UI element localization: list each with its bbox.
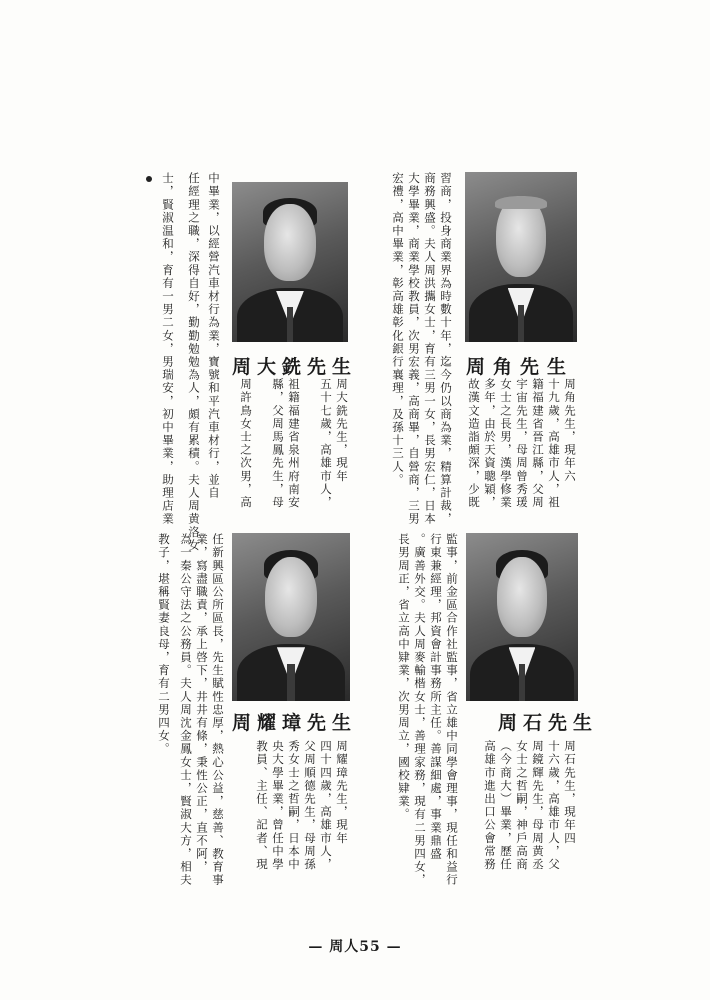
text-col: 十六歲，高雄市人，父 — [547, 740, 561, 871]
text-col: 行東兼經理，邦資會計事務所主任。善謀細處，事業鼎盛 — [429, 533, 443, 861]
text-col: 周石先生，現年四 — [563, 740, 577, 845]
text-col: 周許鳥女士之次男，高 — [239, 378, 253, 509]
text-col: 女士之哲嗣，神戶高商 — [515, 740, 529, 871]
text-col: 五十七歲，高雄市人， — [319, 378, 333, 509]
text-col: 。廣善外交。夫人周麥輸楷女士，善理家務，現有二男四女， — [413, 533, 427, 887]
portrait-photo-zhou-jiao — [465, 172, 577, 342]
text-col: 宇宙先生，母周曾秀瑗 — [515, 378, 529, 509]
text-col: 十九歲，高雄市人，祖 — [547, 378, 561, 509]
text-col: 多年，由於天資聰穎， — [483, 378, 497, 509]
text-col: 秀女士之哲嗣，日本中 — [287, 740, 301, 871]
text-col: 長男周正，省立高中肄業，次男周立，國校肄業。 — [397, 533, 411, 822]
text-col: 監事，前金區合作社監事，省立雄中同學會理事，現任和益行 — [445, 533, 459, 887]
text-col: 大學畢業，商業學校教員，次男宏義，高商畢，自營商，三男 — [407, 172, 421, 526]
text-col: （今商大）畢業，歷任 — [499, 740, 513, 871]
text-col: 任新興區公所區長，先生賦性忠厚，熱心公益，慈善、教育事 — [211, 533, 225, 887]
portrait-photo-zhou-dashu — [232, 182, 348, 342]
page-number-footer: — 周人55 — — [308, 939, 402, 955]
portrait-photo-zhou-yaozhang — [232, 533, 350, 701]
text-col: 女士之長男，漢學修業 — [499, 378, 513, 509]
ink-dot — [146, 176, 152, 182]
text-col: 四十四歲，高雄市人， — [319, 740, 333, 871]
heading-name-zhou-jiao: 周角先生 — [466, 356, 575, 378]
text-col: 為一秦公守法之公務員。夫人周沈金鳳女士，賢淑大方，相夫 — [179, 533, 193, 887]
text-col: 業，寫盡職責，承上啓下，井井有條，秉性公正，直不阿， — [195, 533, 209, 874]
text-col: 宏禮，高中畢業，彰高雄彰化銀行襄理，及孫十三人。 — [391, 172, 405, 487]
text-col: 教員、主任、記者、現 — [255, 740, 269, 871]
text-col: 父周順德先生，母周孫 — [303, 740, 317, 871]
heading-name-zhou-shi: 周石先生 — [498, 712, 599, 734]
text-col: 中畢業，以經營汽車材行為業，寶號和平汽車材行，並自 — [207, 172, 221, 500]
text-col: 周角先生，現年六 — [563, 378, 577, 483]
text-col: 央大學畢業，曾任中學 — [271, 740, 285, 871]
text-col: 士，賢淑温和，育有一男二女，男瑞安，初中畢業，助理店業 — [161, 172, 175, 526]
text-col: 故漢文造詣頗深，少既 — [467, 378, 481, 509]
text-col: 高雄市進出口公會常務 — [483, 740, 497, 871]
heading-name-zhou-dashu: 周大銑先生 — [232, 356, 358, 378]
text-col: 教子，堪稱賢妻良母，育有二男四女。 — [157, 533, 171, 756]
text-col: 祖籍福建省泉州府南安 — [287, 378, 301, 509]
portrait-photo-zhou-shi — [466, 533, 578, 701]
text-col: 周鏡輝先生，母周黄丞 — [531, 740, 545, 871]
text-col: 商務興盛。夫人周洪攜女士，育有三男一女，長男宏仁，日本 — [423, 172, 437, 526]
text-col: 周大銑先生，現年 — [335, 378, 349, 483]
text-col: 籍福建省晉江縣，父周 — [531, 378, 545, 509]
text-col: 任經理之職，深得自好，勤勤勉勉為人，頗有累積。夫人周黄洛女 — [187, 172, 201, 552]
text-col: 習商，投身商業界為時數十年，迄今仍以商為業，精算計裁， — [439, 172, 453, 526]
text-col: 縣，父周馬鳳先生，母 — [271, 378, 285, 509]
heading-name-zhou-yaozhang: 周耀璋先生 — [232, 712, 358, 734]
text-col: 周耀璋先生，現年 — [335, 740, 349, 845]
